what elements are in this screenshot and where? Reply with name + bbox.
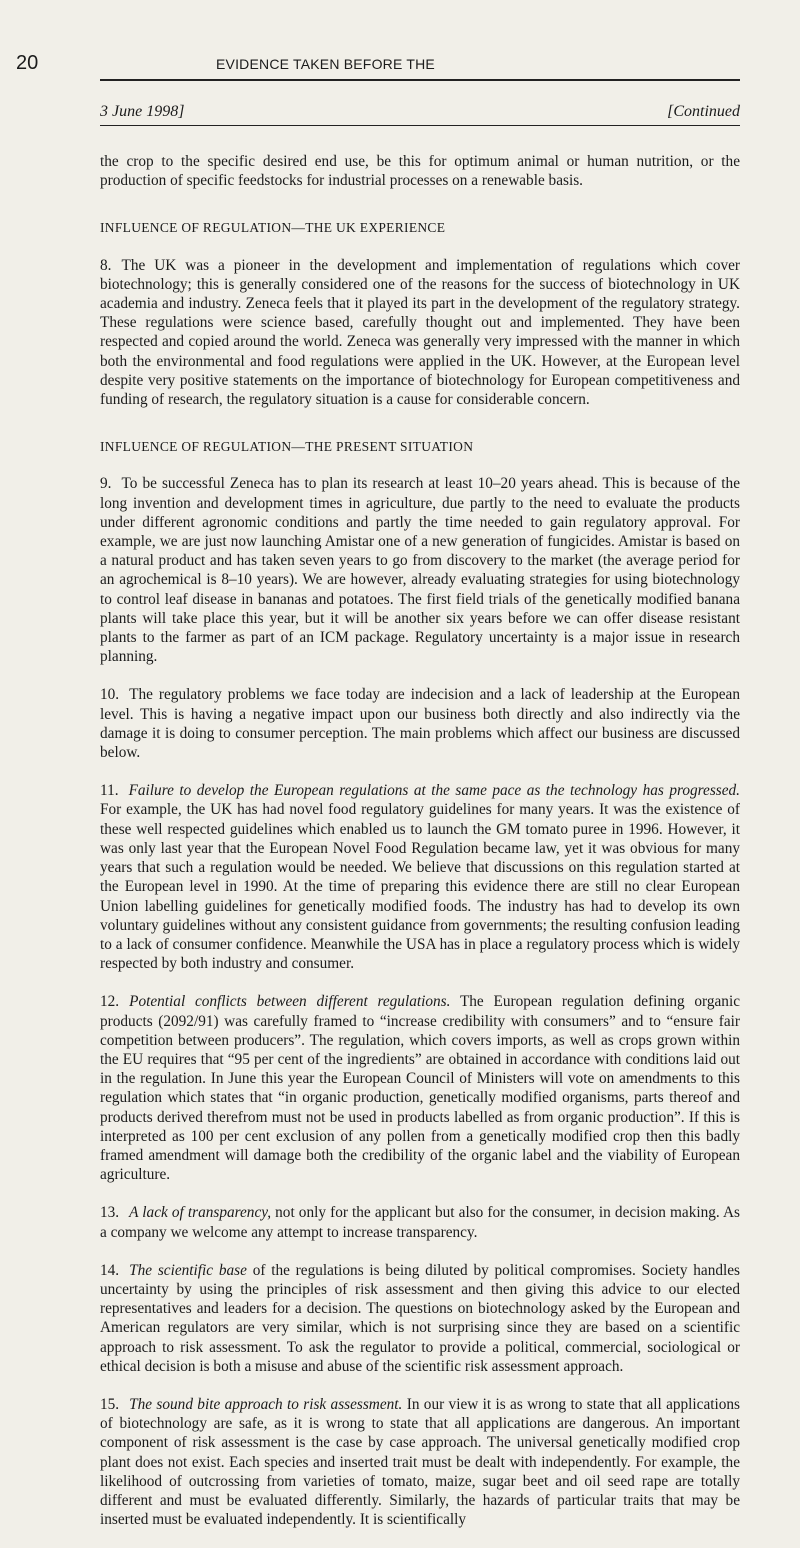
paragraph-text: For example, the UK has had novel food regulatory guidelines for many years. It was the existence of these well respected guidelines which enabled us to launch the GM tomato puree in 1996. However, it was only last year that the European Novel Food Regulation became law, yet it was obvious for many years that such a regulation would be needed. We believe that discussions on this regulation started at the European level in 1990. At the time of preparing this evidence there are still no clear European Union labelling guidelines for genetically modified foods. The industry has had to develop its own voluntary guidelines without any consistent guidance from governments; the resulting confusion leading to a lack of consumer confidence. Meanwhile the USA has in place a regulatory process which is widely respected by both industry and consumer. [100, 801, 740, 973]
continued-label: [Continued [667, 103, 740, 120]
paragraph-number: 9. [100, 475, 112, 493]
paragraph-10 [100, 685, 740, 762]
document-body [100, 152, 740, 1529]
section-heading-present-situation: INFLUENCE OF REGULATION—THE PRESENT SITUATION [100, 439, 474, 455]
paragraph-15 [100, 1395, 740, 1529]
paragraph-number: 15. [100, 1395, 120, 1413]
paragraph-number: 10. [100, 686, 120, 704]
dateline [100, 103, 740, 121]
paragraph-number: 13. [100, 1204, 120, 1222]
paragraph-text: of the regulations is being diluted by political compromises. Society handles uncertainty by using the principles of risk assessment and then giving this advice to our elected representatives and leaders for a decision. The questions on biotechnology asked by the European and American regulators are very similar, which is not surprising since they are based on a scientific approach to risk assessment. To ask the regulator to provide a political, commercial, sociological or ethical decision is both a misuse and abuse of the scientific risk assessment approach. [100, 1261, 740, 1375]
paragraph-lead: A lack of transparency, [129, 1204, 272, 1222]
paragraph-text: The regulatory problems we face today are indecision and a lack of leadership at the European level. This is having a negative impact upon our business both directly and also indirectly via the damage it is doing to consumer perception. The main problems which affect our business are discussed below. [100, 686, 740, 762]
paragraph-number: 12. [100, 993, 120, 1011]
running-head [16, 52, 740, 75]
paragraph-lead: The sound bite approach to risk assessment. [129, 1395, 403, 1413]
paragraph-number: 11. [100, 782, 119, 800]
intro-paragraph: the crop to the specific desired end use, be this for optimum animal or human nutrition, or the production of specific feedstocks for industrial processes on a renewable basis. [100, 153, 740, 190]
paragraph-text: The European regulation defining organic products (2092/91) was carefully framed to “increase credibility with consumers” and to “ensure fair competition between producers”. The regulation, which covers imports, as well as crops grown within the EU requires that “95 per cent of the ingredients” are obtained in accordance with conditions laid out in the regulation. In June this year the European Council of Ministers will vote on amendments to this regulation which states that “in organic production, genetically modified organisms, parts thereof and products derived therefrom must not be used in products labelled as from organic production”. If this is interpreted as 100 per cent exclusion of any pollen from a genetically modified crop then this badly framed amendment will damage both the credibility of the organic label and the viability of European agriculture. [100, 993, 740, 1184]
running-title: EVIDENCE TAKEN BEFORE THE [216, 56, 435, 72]
page-number: 20 [16, 52, 39, 74]
paragraph-text: The UK was a pioneer in the development and implementation of regulations which cover biotechnology; this is generally considered one of the reasons for the success of biotechnology in UK academia and industry. Zeneca feels that it played its part in the development of the regulatory strategy. These regulations were science based, carefully thought out and implemented. They have been respected and copied around the world. Zeneca was generally very impressed with the manner in which both the environmental and food regulations were applied in the UK. However, at the European level despite very positive statements on the importance of biotechnology for European competitiveness and funding of research, the regulatory situation is a cause for considerable concern. [100, 256, 740, 409]
dateline-rule [100, 125, 740, 126]
section-heading-uk-experience: INFLUENCE OF REGULATION—THE UK EXPERIENCE [100, 220, 446, 236]
paragraph-number: 14. [100, 1261, 120, 1279]
paragraph-11 [100, 781, 740, 973]
paragraph-8 [100, 256, 740, 410]
paragraph-number: 8. [100, 256, 112, 274]
paragraph-14 [100, 1261, 740, 1376]
document-page [16, 52, 741, 1548]
paragraph-text: In our view it is as wrong to state that all applications of biotechnology are safe, as it is wrong to state that all applications are dangerous. An important component of risk assessment is the case by case approach. The universal genetically modified crop plant does not exist. Each species and inserted trait must be dealt with independently. For example, the likelihood of outcrossing from varieties of tomato, maize, sugar beet and oil seed rape are totally different and must be evaluated differently. Similarly, the hazards of particular traits that may be inserted must be evaluated independently. It is scientifically [100, 1395, 741, 1529]
paragraph-text: not only for the applicant but also for the consumer, in decision making. As a company we welcome any attempt to increase transparency. [100, 1204, 740, 1241]
paragraph-lead: Potential conflicts between different regulations. [129, 993, 451, 1011]
header-rule [100, 79, 740, 81]
evidence-date: 3 June 1998] [100, 103, 185, 120]
paragraph-13 [100, 1203, 740, 1241]
paragraph-9 [100, 474, 740, 666]
paragraph-lead: The scientific base [129, 1261, 247, 1279]
paragraph-lead: Failure to develop the European regulations at the same pace as the technology has progressed. [128, 782, 740, 800]
paragraph-12 [100, 992, 740, 1184]
paragraph-text: To be successful Zeneca has to plan its research at least 10–20 years ahead. This is because of the long invention and development times in agriculture, due partly to the need to evaluate the products under different agronomic conditions and partly the time needed to gain regulatory approval. For example, we are just now launching Amistar one of a new generation of fungicides. Amistar is based on a natural product and has taken seven years to go from discovery to the market (the average period for an agrochemical is 8–10 years). We are however, already evaluating strategies for using biotechnology to control leaf disease in bananas and potatoes. The first field trials of the genetically modified banana plants will take place this year, but it will be another six years before we can offer disease resistant plants to the farmer as part of an ICM package. Regulatory uncertainty is a major issue in research planning. [100, 475, 740, 666]
